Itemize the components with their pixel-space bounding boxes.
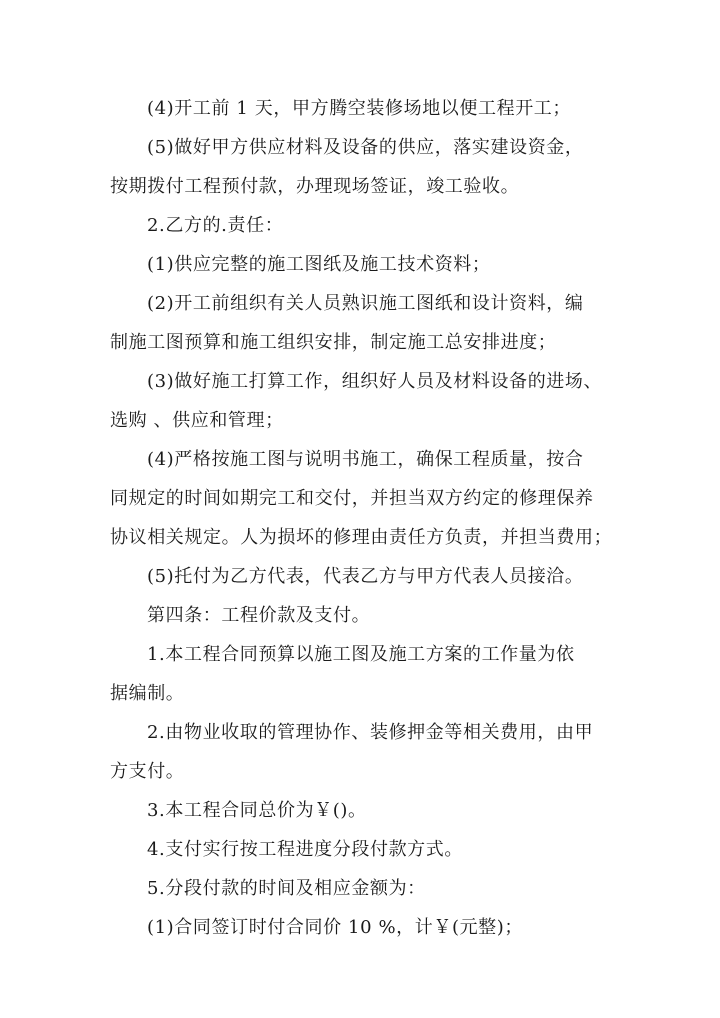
- text-line: (1)合同签订时付合同价 10 %，计￥(元整)；: [147, 917, 523, 938]
- text-line: 按期拨付工程预付款，办理现场签证，竣工验收。: [110, 176, 520, 197]
- text-line: 1.本工程合同预算以施工图及施工方案的工作量为依: [147, 644, 575, 665]
- text-line: 方支付。: [110, 761, 185, 782]
- paragraph: [110, 596, 615, 635]
- paragraph: [110, 791, 615, 830]
- text-line: 2.乙方的.责任：: [147, 215, 284, 236]
- text-line: (5)做好甲方供应材料及设备的供应，落实建设资金，: [147, 137, 584, 158]
- text-line: 第四条：工程价款及支付。: [147, 605, 371, 626]
- text-line: (4)开工前 1 天，甲方腾空装修场地以便工程开工；: [147, 98, 571, 119]
- paragraph: [110, 284, 615, 362]
- text-line: (5)托付为乙方代表，代表乙方与甲方代表人员接洽。: [147, 566, 584, 587]
- text-line: 协议相关规定。人为损坏的修理由责任方负责，并担当费用；: [110, 527, 613, 548]
- text-line: (4)严格按施工图与说明书施工，确保工程质量，按合: [147, 449, 584, 470]
- document-body: [110, 89, 615, 947]
- paragraph: [110, 557, 615, 596]
- text-line: 据编制。: [110, 683, 185, 704]
- text-line: (2)开工前组织有关人员熟识施工图纸和设计资料，编: [147, 293, 584, 314]
- text-line: (3)做好施工打算工作，组织好人员及材料设备的进场、: [147, 371, 603, 392]
- paragraph: [110, 440, 615, 557]
- text-line: 4.支付实行按工程进度分段付款方式。: [147, 839, 463, 860]
- paragraph: [110, 362, 615, 440]
- text-line: 2.由物业收取的管理协作、装修押金等相关费用，由甲: [147, 722, 594, 743]
- paragraph: [110, 89, 615, 128]
- paragraph: [110, 830, 615, 869]
- paragraph: [110, 245, 615, 284]
- paragraph: [110, 869, 615, 908]
- text-line: 3.本工程合同总价为￥()。: [147, 800, 367, 821]
- paragraph: [110, 635, 615, 713]
- paragraph: [110, 206, 615, 245]
- text-line: 制施工图预算和施工组织安排，制定施工总安排进度；: [110, 332, 557, 353]
- text-line: 同规定的时间如期完工和交付，并担当双方约定的修理保养: [110, 488, 594, 509]
- text-line: (1)供应完整的施工图纸及施工技术资料；: [147, 254, 491, 275]
- paragraph: [110, 713, 615, 791]
- paragraph: [110, 128, 615, 206]
- paragraph: [110, 908, 615, 947]
- text-line: 选购 、供应和管理；: [110, 410, 284, 431]
- text-line: 5.分段付款的时间及相应金额为：: [147, 878, 426, 899]
